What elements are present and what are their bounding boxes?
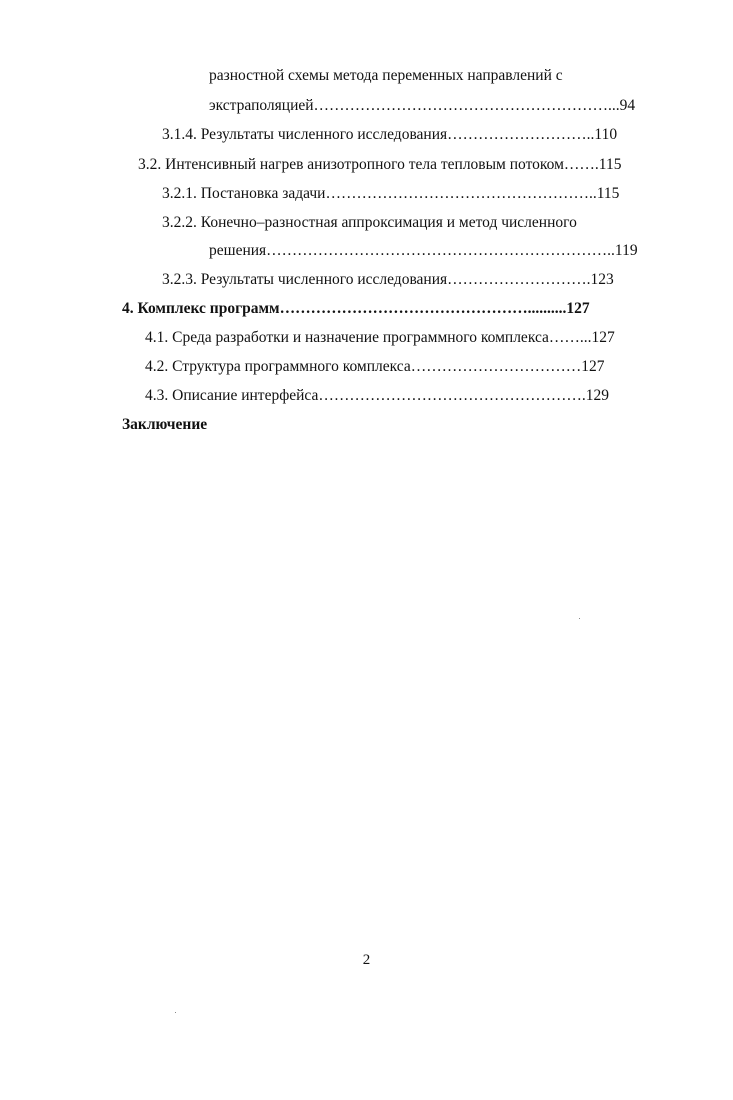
toc-entry-3-2-3: 3.2.3. Результаты численного исследования……………………….123 — [162, 271, 614, 288]
toc-entry-3-1-3-part1: разностной схемы метода переменных направлений с — [209, 67, 563, 84]
toc-entry-conclusion: Заключение — [122, 416, 208, 433]
toc-entry-3-2-1: 3.2.1. Постановка задачи……………………………………………..115 — [162, 185, 620, 202]
toc-entry-3-2-2-part2: решения…………………………………………………………..119 — [209, 242, 638, 259]
scan-speck — [175, 1012, 176, 1013]
toc-entry-3-1-3-part2: экстраполяцией…………………………………………………...94 — [209, 97, 636, 114]
toc-entry-3-2: 3.2. Интенсивный нагрев анизотропного тела тепловым потоком…….115 — [138, 156, 622, 173]
toc-entry-3-2-2-part1: 3.2.2. Конечно–разностная аппроксимация и метод численного — [162, 214, 577, 231]
toc-entry-3-1-4: 3.1.4. Результаты численного исследования………………………..110 — [162, 126, 618, 143]
toc-entry-chapter-4: 4. Комплекс программ…………………………………………..........127 — [122, 300, 590, 317]
scan-speck — [579, 618, 580, 619]
page-number: 2 — [362, 952, 371, 968]
toc-entry-4-2: 4.2. Структура программного комплекса……………………………127 — [145, 358, 605, 375]
toc-entry-4-1: 4.1. Среда разработки и назначение программного комплекса……...127 — [145, 329, 615, 346]
toc-entry-4-3: 4.3. Описание интерфейса…………………………………………….129 — [145, 387, 609, 404]
